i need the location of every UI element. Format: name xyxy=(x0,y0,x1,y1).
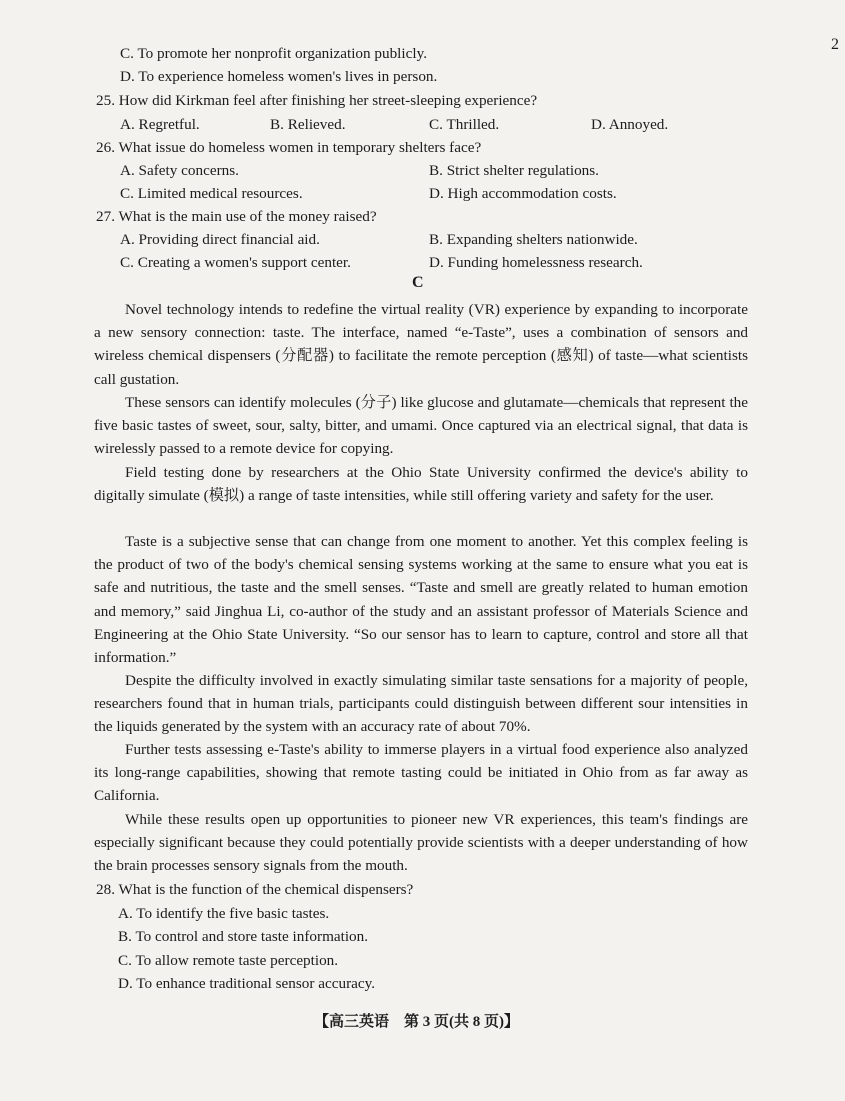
passage-paragraph: Novel technology intends to redefine the virtual reality (VR) experience by expanding to incorporate a new sensory connection: taste. The interface, named “e-Taste”, uses a combination of sensors and wireless chemical dispensers (分配器) to facilitate the remote perception (感知) of taste—what scientists call gustation. xyxy=(94,301,748,388)
q26-option-c: C. Limited medical resources. xyxy=(120,185,303,202)
q26-option-a: A. Safety concerns. xyxy=(120,162,239,179)
passage-paragraph: Taste is a subjective sense that can change from one moment to another. Yet this complex feeling is the product of two of the body's chemical sensing systems working at the same to ensure what you eat is safe and nutritious, the taste and the smell senses. “Taste and smell are greatly related to human emotion and memory,” said Jinghua Li, co-author of the study and an assistant professor of Materials Science and Engineering at the Ohio State University. “So our sensor has to learn to capture, control and store all that information.” xyxy=(94,533,748,667)
q25-option-a: A. Regretful. xyxy=(120,116,200,133)
passage-paragraph: Despite the difficulty involved in exactly simulating similar taste sensations for a majority of people, researchers found that in human trials, participants could distinguish between different sour intensities in the liquids generated by the system with an accuracy rate of about 70%. xyxy=(94,672,748,736)
q24-option-c: C. To promote her nonprofit organization publicly. xyxy=(120,45,427,62)
q27-option-b: B. Expanding shelters nationwide. xyxy=(429,231,638,248)
q27-option-a: A. Providing direct financial aid. xyxy=(120,231,320,248)
q25-option-c: C. Thrilled. xyxy=(429,116,500,133)
q27-option-c: C. Creating a women's support center. xyxy=(120,254,351,271)
passage-paragraph: These sensors can identify molecules (分子) like glucose and glutamate—chemicals that represent the five basic tastes of sweet, sour, salty, bitter, and umami. Once captured via an electrical signal, that data is wirelessly passed to a remote device for copying. xyxy=(94,394,748,458)
q28-option-a: A. To identify the five basic tastes. xyxy=(118,905,330,922)
q26-stem: 26. What issue do homeless women in temporary shelters face? xyxy=(96,139,482,156)
q26-option-b: B. Strict shelter regulations. xyxy=(429,162,599,179)
passage-paragraph: While these results open up opportunities to pioneer new VR experiences, this team's findings are especially significant because they could potentially provide scientists with a deeper understanding of how the brain processes sensory signals from the mouth. xyxy=(94,811,748,875)
q28-option-b: B. To control and store taste information. xyxy=(118,928,369,945)
section-label: C xyxy=(412,274,424,291)
page-footer: 【高三英语 第 3 页(共 8 页)】 xyxy=(314,1014,519,1030)
q27-stem: 27. What is the main use of the money raised? xyxy=(96,208,377,225)
q26-option-d: D. High accommodation costs. xyxy=(429,185,617,202)
passage-paragraph: Further tests assessing e-Taste's ability to immerse players in a virtual food experience also analyzed its long-range capabilities, showing that remote tasting could be initiated in Ohio from as far away as California. xyxy=(94,741,748,805)
q25-stem: 25. How did Kirkman feel after finishing her street-sleeping experience? xyxy=(96,92,538,109)
q28-option-d: D. To enhance traditional sensor accuracy. xyxy=(118,975,376,992)
q28-stem: 28. What is the function of the chemical dispensers? xyxy=(96,881,414,898)
q27-option-d: D. Funding homelessness research. xyxy=(429,254,643,271)
q25-option-d: D. Annoyed. xyxy=(591,116,669,133)
q28-option-c: C. To allow remote taste perception. xyxy=(118,952,339,969)
q24-option-d: D. To experience homeless women's lives in person. xyxy=(120,68,438,85)
page-corner-number: 2 xyxy=(831,36,839,53)
q25-option-b: B. Relieved. xyxy=(270,116,346,133)
passage-paragraph: Field testing done by researchers at the Ohio State University confirmed the device's ability to digitally simulate (模拟) a range of taste intensities, while still offering variety and safety for the user. xyxy=(94,464,748,505)
